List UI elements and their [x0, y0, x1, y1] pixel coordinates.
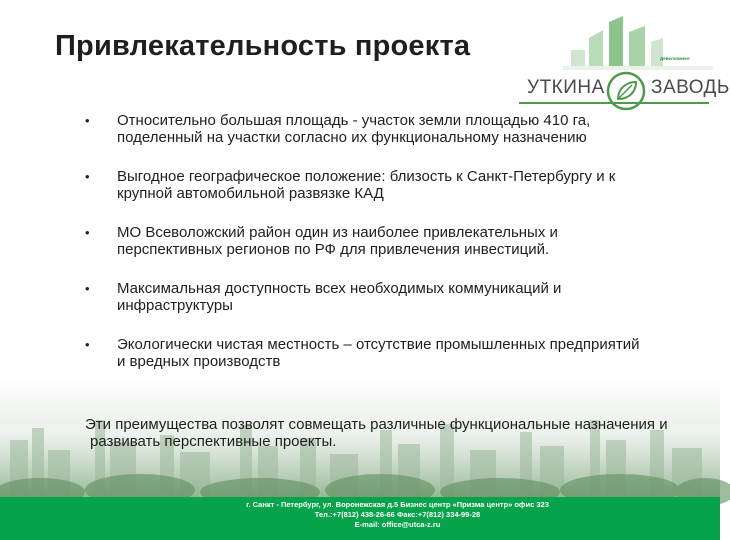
logo-tagline: Девелопмент [660, 56, 690, 61]
list-item-text: МО Всеволожский район один из наиболее привлекательных и перспективных регионов по РФ для привлечения инвестиций. [117, 224, 558, 258]
company-logo [513, 10, 730, 105]
footer-address: г. Санкт - Петербург, ул. Воронежская д.5 Бизнес центр «Призма центр» офис 323 [246, 500, 549, 509]
list-item-text: Максимальная доступность всех необходимых коммуникаций и инфраструктуры [117, 280, 562, 314]
list-item [80, 336, 640, 370]
list-item-text: Выгодное географическое положение: близость к Санкт-Петербургу и к крупной автомобильной развязке КАД [117, 168, 616, 202]
list-item-text: Относительно большая площадь - участок земли площадью 410 га, поделенный на участки согласно их функциональному назначению [117, 112, 591, 146]
slide-title: Привлекательность проекта [55, 30, 471, 62]
footer-bar [0, 497, 720, 540]
bullet-icon: • [85, 337, 90, 352]
summary-text: Эти преимущества позволят совмещать различные функциональные назначения и развивать перспективные проекты. [85, 416, 668, 450]
footer-email: E-mail: office@utca-z.ru [354, 520, 441, 529]
logo-word-right: ЗАВОДЬ [651, 77, 730, 98]
bullet-icon: • [85, 113, 90, 128]
bullet-icon: • [85, 281, 90, 296]
logo-word-left: УТКИНА [527, 77, 605, 98]
footer-phone: Тел.:+7(812) 438-26-66 Факс:+7(812) 334-99-28 [314, 510, 481, 519]
list-item [80, 168, 640, 202]
logo-underline [519, 102, 709, 104]
skyscrapers-icon [563, 10, 713, 70]
list-item [80, 280, 640, 314]
list-item-text: Экологически чистая местность – отсутствие промышленных предприятий и вредных производств [117, 336, 640, 370]
advantages-list [80, 112, 640, 370]
bullet-icon: • [85, 169, 90, 184]
list-item [80, 112, 640, 146]
list-item [80, 224, 640, 258]
leaf-circle-icon [605, 70, 647, 112]
bullet-icon: • [85, 225, 90, 240]
